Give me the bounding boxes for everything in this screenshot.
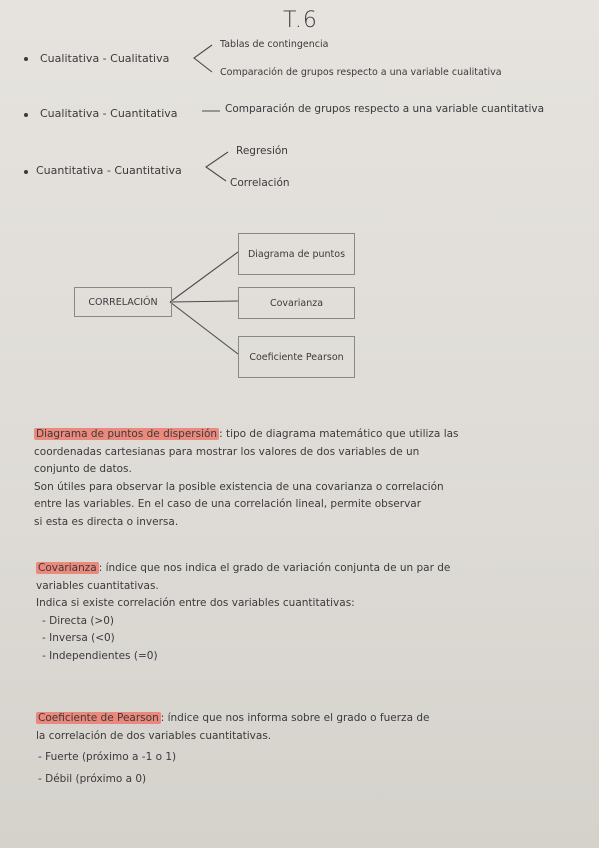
highlight-term: Coeficiente de Pearson [38,712,159,724]
brace-cuant-cuant [206,152,228,181]
branch-regresion: Regresión [236,145,288,157]
box-coeficiente-pearson: Coeficiente Pearson [238,336,355,378]
label-cual-cuant: Cualitativa - Cuantitativa [40,107,178,120]
box-correlacion: CORRELACIÓN [74,287,172,317]
line-to-pearson [170,302,238,354]
branch-comparacion-cual: Comparación de grupos respecto a una variable cualitativa [220,67,502,78]
branch-correlacion: Correlación [230,177,290,189]
bullet [24,57,28,61]
branch-tablas: Tablas de contingencia [220,39,329,50]
line-to-covarianza [170,301,238,302]
page-title: T.6 [283,8,318,33]
label-cual-cual: Cualitativa - Cualitativa [40,52,170,65]
highlight-term: Covarianza [38,562,97,574]
brace-cual-cual [194,45,212,72]
definition-covarianza: Covarianza : índice que nos indica el grado de variación conjunta de un par de variables cuantitativas. Indica si existe correlación entre dos variables cuantitativas: - Directa (>0) - Inversa (<0) - Independientes (=0) [36,562,451,662]
box-diagrama-puntos: Diagrama de puntos [238,233,355,275]
text-comparacion-cuant: Comparación de grupos respecto a una variable cuantitativa [225,103,545,115]
definition-diagrama: Diagrama de puntos de dispersión : tipo de diagrama matemático que utiliza las coordenadas cartesianas para mostrar los valores de dos variables de un conjunto de datos. Son útiles para observar la posible existencia de una covarianza o correlación entre las variables. En el caso de una correlación lineal, permite observar si esta es directa o inversa. [34,428,459,528]
bullet [24,113,28,117]
bullet [24,170,28,174]
label-cuant-cuant: Cuantitativa - Cuantitativa [36,164,182,177]
definition-pearson: Coeficiente de Pearson : índice que nos informa sobre el grado o fuerza de la correlación de dos variables cuantitativas. - Fuerte (próximo a -1 o 1) - Débil (próximo a 0) [36,712,430,785]
box-covarianza: Covarianza [238,287,355,319]
line-to-diagrama [170,252,238,302]
highlight-term: Diagrama de puntos de dispersión [36,428,218,440]
